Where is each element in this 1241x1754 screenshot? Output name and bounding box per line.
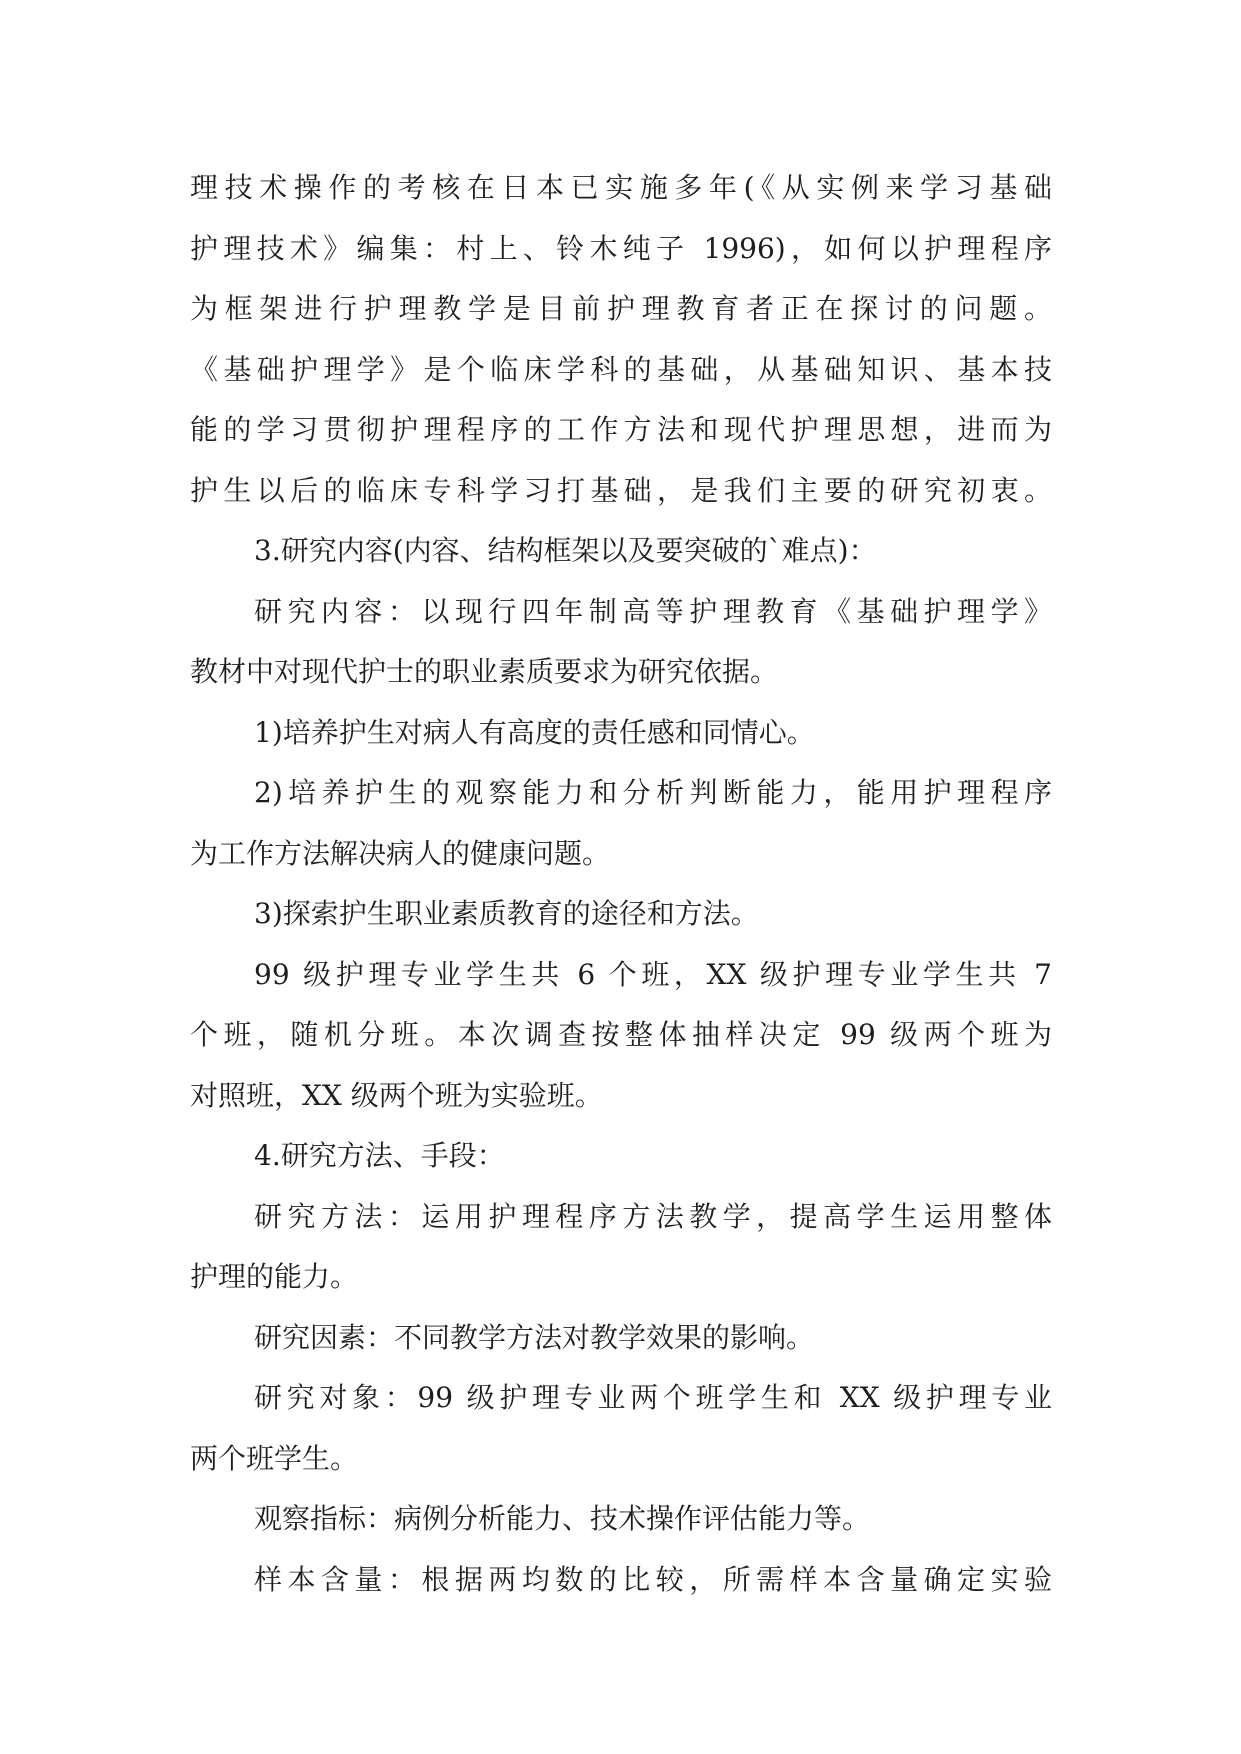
text-line: 研究因素：不同教学方法对教学效果的影响。 [254,1320,815,1354]
text-line: 护理技术》编集：村上、铃木纯子 1996)，如何以护理程序 [190,231,1052,265]
text-line: 99 级护理专业学生共 6 个班，XX 级护理专业学生共 7 [254,957,1052,991]
text-line: 观察指标：病例分析能力、技术操作评估能力等。 [254,1502,871,1535]
text-line: 护理的能力。 [190,1260,359,1293]
section-heading: 4.研究方法、手段： [254,1139,505,1172]
text-line: 样本含量：根据两均数的比较，所需样本含量确定实验 [254,1562,1052,1596]
text-line: 能的学习贯彻护理程序的工作方法和现代护理思想，进而为 [190,413,1052,446]
text-line: 研究内容：以现行四年制高等护理教育《基础护理学》 [254,594,1052,628]
text-line: 个班，随机分班。本次调查按整体抽样决定 99 级两个班为 [190,1018,1052,1051]
list-item: 2)培养护生的观察能力和分析判断能力，能用护理程序 [254,776,1052,809]
text-line: 研究对象：99 级护理专业两个班学生和 XX 级护理专业 [254,1381,1052,1414]
body-text [190,158,1052,1610]
list-item: 3)探索护生职业素质教育的途径和方法。 [254,897,759,930]
list-item: 1)培养护生对病人有高度的责任感和同情心。 [254,715,815,749]
text-line: 两个班学生。 [190,1441,359,1475]
text-line: 研究方法：运用护理程序方法教学，提高学生运用整体 [254,1199,1052,1233]
text-line: 《基础护理学》是个临床学科的基础，从基础知识、基本技 [190,352,1052,386]
text-line: 教材中对现代护士的职业素质要求为研究依据。 [190,655,779,688]
text-line: 为框架进行护理教学是目前护理教育者正在探讨的问题。 [190,292,1052,325]
text-line: 对照班，XX 级两个班为实验班。 [190,1078,603,1112]
section-heading: 3.研究内容(内容、结构框架以及要突破的`难点)： [254,534,877,567]
text-line: 护生以后的临床专科学习打基础，是我们主要的研究初衷。 [190,473,1052,507]
text-line: 理技术操作的考核在日本已实施多年(《从实例来学习基础 [190,171,1052,204]
text-line: 为工作方法解决病人的健康问题。 [190,836,611,870]
